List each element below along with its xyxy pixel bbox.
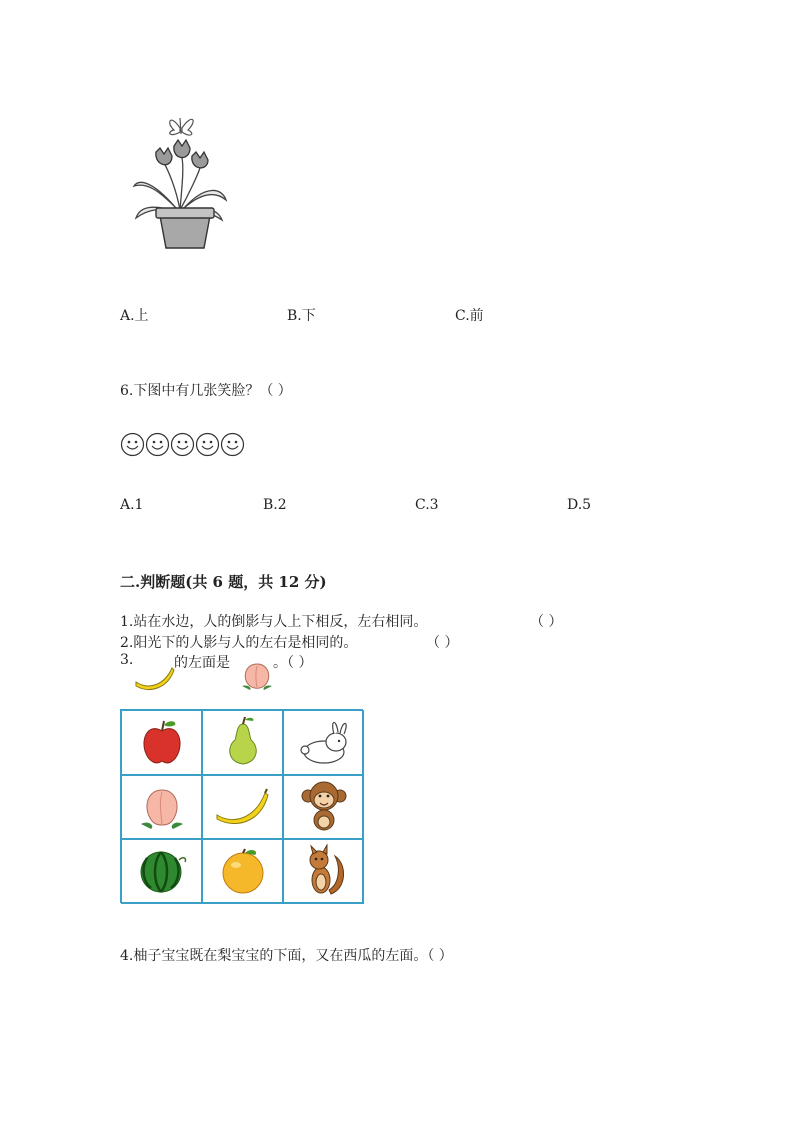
grid-cell-monkey bbox=[283, 775, 364, 840]
grid-cell-squirrel bbox=[283, 839, 364, 904]
q5-option-c[interactable]: C.前 bbox=[455, 308, 484, 324]
tf-item-3-answer[interactable]: 。（ ） bbox=[273, 655, 313, 671]
watermelon-icon bbox=[137, 848, 187, 894]
tf-item-3-number: 3. bbox=[120, 652, 134, 668]
smiley-face-icon bbox=[145, 432, 170, 457]
monkey-icon bbox=[300, 780, 348, 834]
flower-pot-icon bbox=[130, 108, 230, 253]
smiley-face-icon bbox=[120, 432, 145, 457]
smiley-face-icon bbox=[170, 432, 195, 457]
grid-cell-banana bbox=[202, 775, 283, 840]
rabbit-icon bbox=[294, 718, 354, 766]
q5-option-b[interactable]: B.下 bbox=[287, 308, 316, 324]
grid-cell-peach bbox=[121, 775, 202, 840]
q6-option-b[interactable]: B.2 bbox=[263, 497, 287, 513]
smiley-face-icon bbox=[220, 432, 245, 457]
butterfly-icon bbox=[170, 118, 193, 135]
q6-question: 6.下图中有几张笑脸？（ ） bbox=[120, 383, 292, 399]
tf-item-3-text: 的左面是 bbox=[174, 655, 230, 671]
peach-icon bbox=[137, 782, 187, 832]
pear-icon bbox=[223, 716, 263, 768]
banana-icon bbox=[215, 787, 271, 827]
tf-item-4: 4.柚子宝宝既在梨宝宝的下面，又在西瓜的左面。（ ） bbox=[120, 948, 453, 964]
q5-option-a[interactable]: A.上 bbox=[120, 308, 149, 324]
tf-item-1: 1.站在水边，人的倒影与人上下相反，左右相同。 bbox=[120, 614, 428, 630]
grid-cell-apple bbox=[121, 710, 202, 775]
grid-cell-orange bbox=[202, 839, 283, 904]
fruit-animal-grid bbox=[120, 709, 363, 903]
squirrel-icon bbox=[301, 844, 347, 898]
q6-option-c[interactable]: C.3 bbox=[415, 497, 439, 513]
orange-icon bbox=[219, 847, 267, 895]
apple-icon bbox=[139, 717, 185, 767]
smiley-face-icon bbox=[195, 432, 220, 457]
grid-cell-pear bbox=[202, 710, 283, 775]
q6-option-d[interactable]: D.5 bbox=[567, 497, 592, 513]
tf-item-1-answer[interactable]: （ ） bbox=[530, 614, 563, 630]
tf-item-2: 2.阳光下的人影与人的左右是相同的。 bbox=[120, 635, 358, 651]
tf-item-2-answer[interactable]: （ ） bbox=[426, 635, 459, 651]
grid-cell-watermelon bbox=[121, 839, 202, 904]
q6-option-a[interactable]: A.1 bbox=[120, 497, 144, 513]
banana-icon bbox=[134, 664, 176, 692]
section-title: 二.判断题(共 6 题，共 12 分) bbox=[120, 573, 327, 591]
peach-icon bbox=[238, 658, 276, 692]
smiley-row bbox=[120, 432, 245, 457]
grid-cell-rabbit bbox=[283, 710, 364, 775]
